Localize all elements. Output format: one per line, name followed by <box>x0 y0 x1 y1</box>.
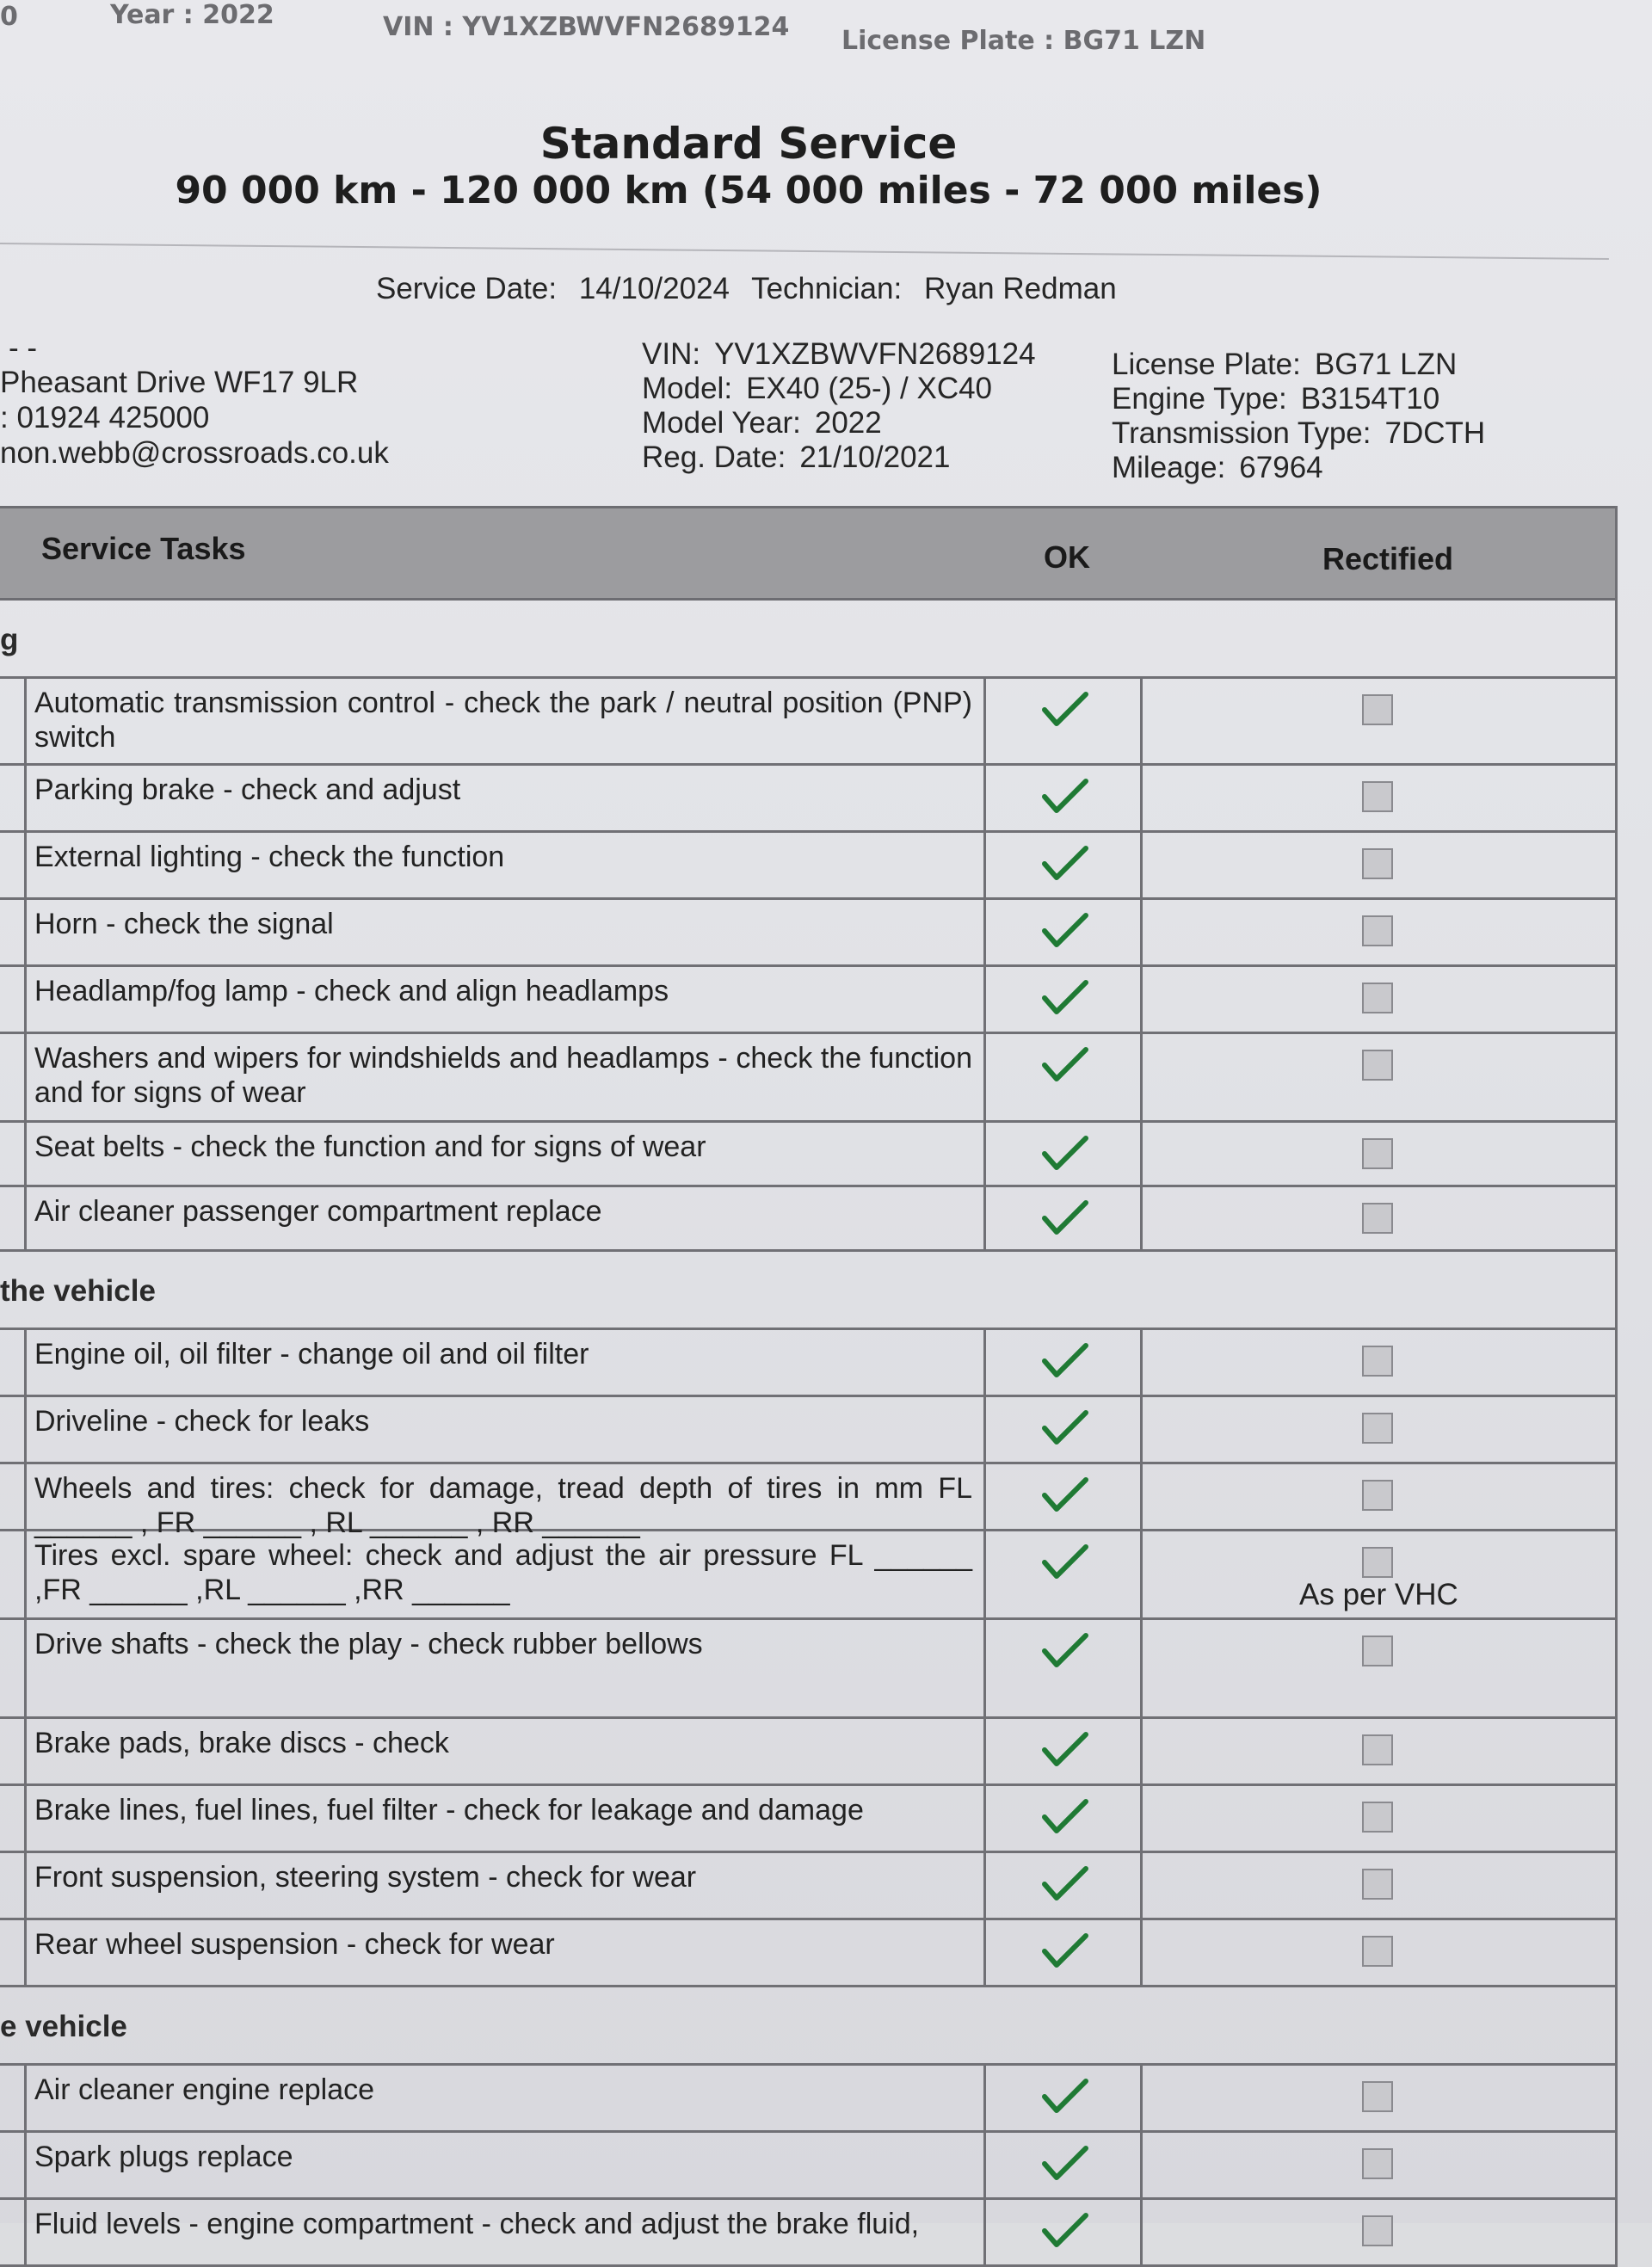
vehicle-mileage <box>1112 451 1323 485</box>
task-description: Front suspension, steering system - check for wear <box>34 1861 697 1894</box>
column-divider <box>1140 1464 1143 1529</box>
table-row <box>0 1464 1615 1539</box>
row-margin-cell <box>0 2066 27 2130</box>
column-divider <box>983 967 986 1032</box>
checkmark-icon <box>1041 1865 1089 1903</box>
plate-value: BG71 LZN <box>1314 348 1458 381</box>
table-header <box>0 506 1615 601</box>
row-margin-cell <box>0 1397 27 1462</box>
vin-value: YV1XZBWVFN2689124 <box>714 337 1036 371</box>
transmission-value: 7DCTH <box>1384 416 1486 450</box>
checkmark-icon <box>1041 912 1089 950</box>
column-divider <box>983 1620 986 1716</box>
engine-value: B3154T10 <box>1300 382 1440 416</box>
column-divider <box>1140 1397 1143 1462</box>
checkmark-icon <box>1041 845 1089 883</box>
task-description: Driveline - check for leaks <box>34 1405 370 1438</box>
task-description: Air cleaner engine replace <box>34 2073 375 2106</box>
row-margin-cell <box>0 1034 27 1120</box>
rectified-checkbox[interactable] <box>1362 848 1393 879</box>
rectified-checkbox[interactable] <box>1362 1734 1393 1765</box>
technician-label: Technician: <box>751 272 903 305</box>
service-date-label: Service Date: <box>376 272 558 305</box>
row-margin-cell <box>0 1719 27 1783</box>
table-row <box>0 2066 1615 2133</box>
task-description: Fluid levels - engine compartment - check and adjust the brake fluid, <box>34 2208 920 2240</box>
task-description: Rear wheel suspension - check for wear <box>34 1928 555 1961</box>
rectified-checkbox[interactable] <box>1362 915 1393 946</box>
checkmark-icon <box>1041 1798 1089 1836</box>
checkmark-icon <box>1041 778 1089 816</box>
row-margin-cell <box>0 766 27 830</box>
checkmark-icon <box>1041 2212 1089 2250</box>
checkmark-icon <box>1041 1342 1089 1380</box>
checkmark-icon <box>1041 2078 1089 2116</box>
page-title: Standard Service <box>539 119 958 169</box>
rectified-checkbox[interactable] <box>1362 694 1393 725</box>
task-description: External lighting - check the function <box>34 841 505 873</box>
task-description: Tires excl. spare wheel: check and adjust the air pressure FL ______ ,FR ______ ,RL ______ ,RR ______ <box>34 1539 972 1606</box>
table-row <box>0 679 1615 766</box>
column-divider <box>983 1034 986 1120</box>
row-margin-cell <box>0 833 27 897</box>
column-divider <box>1140 1719 1143 1783</box>
checkmark-icon <box>1041 1543 1089 1581</box>
service-task-table <box>0 506 1618 2267</box>
rectified-checkbox[interactable] <box>1362 1050 1393 1081</box>
divider <box>0 243 1609 260</box>
column-divider <box>1140 1620 1143 1716</box>
column-divider <box>1140 967 1143 1032</box>
row-margin-cell <box>0 967 27 1032</box>
rectified-checkbox[interactable] <box>1362 1203 1393 1234</box>
column-divider <box>983 900 986 964</box>
top-vin: VIN : YV1XZBWVFN2689124 <box>383 12 790 42</box>
table-body <box>0 601 1615 2267</box>
task-description: Automatic transmission control - check the park / neutral position (PNP) switch <box>34 687 972 754</box>
column-divider <box>1140 1330 1143 1395</box>
service-date: 14/10/2024 <box>578 272 730 305</box>
vehicle-vin <box>642 337 1036 372</box>
vehicle-plate <box>1112 348 1457 382</box>
checkmark-icon <box>1041 1199 1089 1237</box>
column-divider <box>1140 1034 1143 1120</box>
checkmark-icon <box>1041 1409 1089 1447</box>
table-row <box>0 900 1615 967</box>
table-row <box>0 2200 1615 2267</box>
rectified-checkbox[interactable] <box>1362 1636 1393 1666</box>
row-margin-cell <box>0 1786 27 1851</box>
checkmark-icon <box>1041 1932 1089 1970</box>
table-row <box>0 1719 1615 1786</box>
row-margin-cell <box>0 2133 27 2197</box>
row-margin-cell <box>0 900 27 964</box>
section-header <box>0 1987 1615 2066</box>
vehicle-engine <box>1112 382 1439 416</box>
checkmark-icon <box>1041 1476 1089 1514</box>
row-margin-cell <box>0 679 27 763</box>
section-header <box>0 1252 1615 1330</box>
top-plate: License Plate : BG71 LZN <box>841 26 1206 56</box>
task-description: Wheels and tires: check for damage, tread depth of tires in mm FL ______ , FR ______ , RL ______ , RR ______ <box>34 1472 972 1539</box>
reg-date-label: Reg. Date: <box>642 440 786 474</box>
column-divider <box>983 833 986 897</box>
task-description: Seat belts - check the function and for signs of wear <box>34 1130 706 1163</box>
table-row <box>0 1531 1615 1620</box>
checkmark-icon <box>1041 691 1089 729</box>
task-description: Parking brake - check and adjust <box>34 773 461 806</box>
checkmark-icon <box>1041 1731 1089 1769</box>
engine-label: Engine Type: <box>1112 382 1287 416</box>
dealer-line1: - - <box>9 331 38 365</box>
table-row <box>0 1123 1615 1187</box>
rectified-checkbox[interactable] <box>1362 1480 1393 1511</box>
row-margin-cell <box>0 1531 27 1617</box>
rectified-checkbox[interactable] <box>1362 2148 1393 2179</box>
page-subtitle: 90 000 km - 120 000 km (54 000 miles - 72 000 miles) <box>175 169 1322 213</box>
rectified-checkbox[interactable] <box>1362 781 1393 812</box>
task-description: Drive shafts - check the play - check rubber bellows <box>34 1628 703 1660</box>
column-divider <box>983 2133 986 2197</box>
top-fragment: 0 <box>0 2 18 32</box>
table-row <box>0 833 1615 900</box>
column-divider <box>1140 1531 1143 1617</box>
column-divider <box>983 1719 986 1783</box>
task-description: Air cleaner passenger compartment replace <box>34 1195 602 1228</box>
column-divider <box>1140 1123 1143 1185</box>
col-service-tasks: Service Tasks <box>41 531 246 566</box>
table-row <box>0 1920 1615 1987</box>
row-margin-cell <box>0 1330 27 1395</box>
column-divider <box>1140 2133 1143 2197</box>
column-divider <box>1140 833 1143 897</box>
vehicle-transmission <box>1112 416 1485 451</box>
rectified-checkbox[interactable] <box>1362 1413 1393 1444</box>
table-row <box>0 766 1615 833</box>
task-description: Engine oil, oil filter - change oil and oil filter <box>34 1338 589 1371</box>
checkmark-icon <box>1041 2145 1089 2183</box>
rectified-checkbox[interactable] <box>1362 1802 1393 1833</box>
column-divider <box>1140 2200 1143 2264</box>
vehicle-reg-date <box>642 440 950 475</box>
column-divider <box>1140 679 1143 763</box>
technician-name: Ryan Redman <box>923 272 1117 305</box>
top-year: Year : 2022 <box>110 0 274 30</box>
task-description: Washers and wipers for windshields and headlamps - check the function and for signs of wear <box>34 1042 972 1109</box>
column-divider <box>1140 2066 1143 2130</box>
service-date-line <box>376 272 1117 306</box>
column-divider <box>983 766 986 830</box>
task-description: Brake pads, brake discs - check <box>34 1727 449 1759</box>
rectified-checkbox[interactable] <box>1362 1346 1393 1377</box>
checkmark-icon <box>1041 979 1089 1017</box>
dealer-address: Pheasant Drive WF17 9LR <box>0 366 359 399</box>
section-title: the vehicle <box>0 1274 156 1308</box>
column-divider <box>983 1330 986 1395</box>
row-margin-cell <box>0 2200 27 2264</box>
table-row <box>0 967 1615 1034</box>
column-divider <box>1140 900 1143 964</box>
mileage-label: Mileage: <box>1112 451 1226 484</box>
row-margin-cell <box>0 1123 27 1185</box>
section-title: e vehicle <box>0 2010 127 2043</box>
rectified-note: As per VHC <box>1299 1578 1458 1611</box>
checkmark-icon <box>1041 1046 1089 1084</box>
plate-label: License Plate: <box>1112 348 1301 381</box>
rectified-checkbox[interactable] <box>1362 983 1393 1013</box>
section-header <box>0 601 1615 679</box>
table-row <box>0 2133 1615 2200</box>
rectified-checkbox[interactable] <box>1362 1547 1393 1578</box>
column-divider <box>983 1920 986 1985</box>
row-margin-cell <box>0 1187 27 1249</box>
model-year-label: Model Year: <box>642 406 801 440</box>
transmission-label: Transmission Type: <box>1112 416 1372 450</box>
rectified-checkbox[interactable] <box>1362 2081 1393 2112</box>
table-row <box>0 1397 1615 1464</box>
rectified-checkbox[interactable] <box>1362 2215 1393 2246</box>
section-title: g <box>0 623 19 656</box>
vehicle-model-year <box>642 406 882 440</box>
table-row <box>0 1786 1615 1853</box>
row-margin-cell <box>0 1920 27 1985</box>
checkmark-icon <box>1041 1135 1089 1173</box>
column-divider <box>983 1531 986 1617</box>
mileage-value: 67964 <box>1239 451 1323 484</box>
column-divider <box>983 1397 986 1462</box>
column-divider <box>1140 1853 1143 1918</box>
table-row <box>0 1187 1615 1252</box>
vin-label: VIN: <box>642 337 701 371</box>
checkmark-icon <box>1041 1632 1089 1670</box>
column-divider <box>983 2200 986 2264</box>
col-ok: OK <box>1044 539 1090 575</box>
column-divider <box>1140 1187 1143 1249</box>
table-row <box>0 1620 1615 1719</box>
task-description: Brake lines, fuel lines, fuel filter - check for leakage and damage <box>34 1794 864 1827</box>
dealer-phone: : 01924 425000 <box>0 401 210 434</box>
dealer-email: non.webb@crossroads.co.uk <box>0 436 389 470</box>
row-margin-cell <box>0 1464 27 1529</box>
reg-date-value: 21/10/2021 <box>799 440 951 474</box>
rectified-checkbox[interactable] <box>1362 1936 1393 1967</box>
column-divider <box>1140 766 1143 830</box>
column-divider <box>983 1853 986 1918</box>
column-divider <box>1140 1920 1143 1985</box>
vehicle-model <box>642 372 992 406</box>
column-divider <box>983 1464 986 1529</box>
column-divider <box>983 1123 986 1185</box>
table-row <box>0 1034 1615 1123</box>
table-row <box>0 1330 1615 1397</box>
rectified-checkbox[interactable] <box>1362 1138 1393 1169</box>
column-divider <box>1140 1786 1143 1851</box>
column-divider <box>983 2066 986 2130</box>
model-value: EX40 (25-) / XC40 <box>746 372 993 405</box>
row-margin-cell <box>0 1853 27 1918</box>
column-divider <box>983 1786 986 1851</box>
task-description: Horn - check the signal <box>34 908 334 940</box>
task-description: Spark plugs replace <box>34 2141 293 2173</box>
column-divider <box>983 1187 986 1249</box>
task-description: Headlamp/fog lamp - check and align headlamps <box>34 975 669 1007</box>
model-year-value: 2022 <box>814 406 882 440</box>
rectified-checkbox[interactable] <box>1362 1869 1393 1900</box>
model-label: Model: <box>642 372 733 405</box>
table-row <box>0 1853 1615 1920</box>
column-divider <box>983 679 986 763</box>
row-margin-cell <box>0 1620 27 1716</box>
col-rectified: Rectified <box>1322 541 1454 576</box>
